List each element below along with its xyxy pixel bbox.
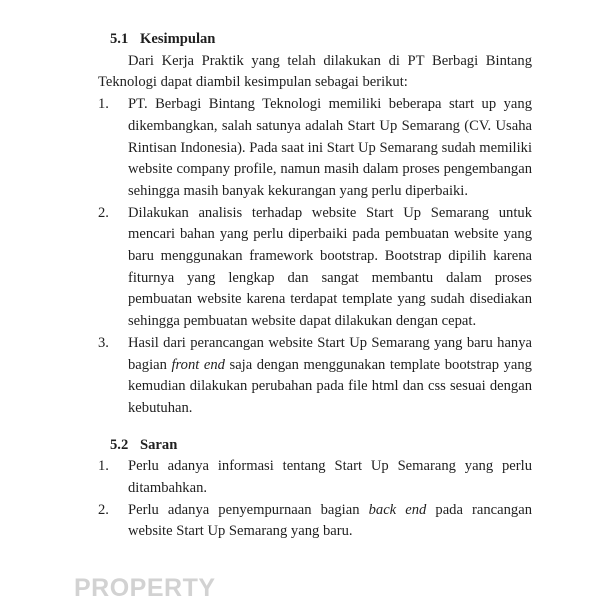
kesimpulan-intro-paragraph: Dari Kerja Praktik yang telah dilakukan di PT Berbagi Bintang Teknologi dapat diambil kesimpulan sebagai berikut: (98, 52, 532, 91)
section-number: 5.1 (110, 31, 129, 47)
kesimpulan-list (98, 94, 532, 420)
list-item-text (128, 456, 532, 499)
text-run: Hasil dari perancangan website Start Up Semarang yang baru hanya bagian (128, 334, 532, 373)
text-run: Dilakukan analisis terhadap website Start Up Semarang untuk mencari bahan yang perlu diperbaiki pada pembuatan website yang baru menggunakan framework bootstrap. Bootstrap dipilih karena fiturnya yang lengkap dan sangat membantu dalam proses pembuatan website karena terdapat template yang sudah disediakan sehingga pembuatan website dapat dilakukan dengan cepat. (128, 204, 532, 330)
document-content (98, 29, 532, 543)
list-item (98, 456, 532, 499)
text-run: PT. Berbagi Bintang Teknologi memiliki beberapa start up yang dikembangkan, salah satunya adalah Start Up Semarang (CV. Usaha Rintisan Indonesia). Pada saat ini Start Up Semarang sudah memiliki website company profile, namun masih dalam proses pengembangan sehingga masih banyak kekurangan yang perlu diperbaiki. (128, 96, 532, 199)
text-run: saja dengan menggunakan template bootstrap yang kemudian dilakukan perubahan pada file html dan css sesuai dengan kebutuhan. (128, 356, 532, 416)
list-item-text (128, 333, 532, 420)
list-item-number: 2. (98, 204, 109, 221)
list-item-text (128, 203, 532, 333)
saran-list (98, 456, 532, 543)
text-run-italic: back end (368, 501, 427, 518)
text-run: Perlu adanya informasi tentang Start Up Semarang yang perlu ditambahkan. (128, 458, 532, 497)
section-saran (98, 435, 532, 544)
list-item (98, 203, 532, 333)
list-item-number: 3. (98, 334, 109, 351)
watermark-text: PROPERTY (74, 574, 216, 600)
list-item-text (128, 94, 532, 203)
list-item-number: 2. (98, 501, 109, 518)
text-run: pada rancangan website Start Up Semarang yang baru. (128, 501, 532, 540)
section-number: 5.2 (110, 436, 129, 453)
text-run-italic: front end (171, 356, 225, 373)
list-item (98, 94, 532, 203)
section-title: Saran (140, 436, 178, 453)
list-item-text (128, 500, 532, 543)
section-kesimpulan (98, 29, 532, 420)
list-item (98, 333, 532, 420)
list-item-number: 1. (98, 458, 109, 475)
list-item-number: 1. (98, 96, 109, 113)
text-run: Perlu adanya penyempurnaan bagian (128, 501, 369, 518)
list-item (98, 500, 532, 543)
section-kesimpulan-heading (98, 29, 532, 51)
section-saran-heading (98, 435, 532, 457)
section-title: Kesimpulan (140, 31, 216, 47)
